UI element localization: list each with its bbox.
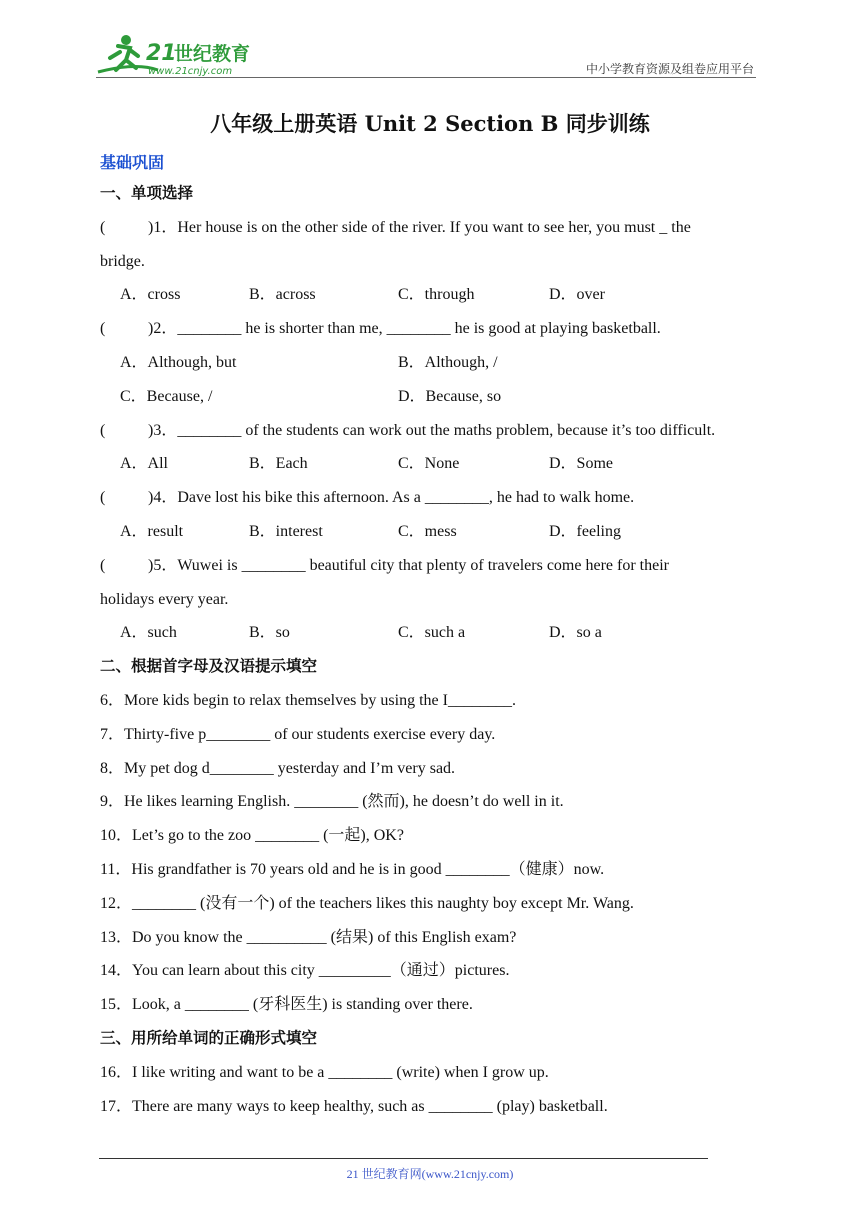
question-5 bbox=[100, 549, 765, 583]
question-2-options-row2 bbox=[100, 380, 765, 414]
question-1-options bbox=[100, 278, 765, 312]
option-c: C．None bbox=[398, 455, 460, 473]
question-3-options bbox=[100, 447, 765, 481]
question-1-continued: bridge. bbox=[100, 252, 145, 270]
header-divider bbox=[96, 77, 756, 78]
site-logo bbox=[96, 32, 260, 78]
answer-paren: ( bbox=[100, 489, 106, 507]
svg-text:www.21cnjy.com: www.21cnjy.com bbox=[148, 66, 233, 77]
fill-question-11: 11．His grandfather is 70 years old and he is in good ________（健康）now. bbox=[100, 860, 605, 878]
option-a: A．such bbox=[120, 624, 177, 642]
question-4-options bbox=[100, 515, 765, 549]
fill-question-14: 14．You can learn about this city _________（通过）pictures. bbox=[100, 962, 510, 980]
fill-question-8: 8．My pet dog d________ yesterday and I’m very sad. bbox=[100, 759, 456, 777]
question-5-options bbox=[100, 616, 765, 650]
section-title-multiple-choice: 一、单项选择 bbox=[100, 184, 194, 202]
option-a: A．cross bbox=[120, 286, 181, 304]
form-question-16: 16．I like writing and want to be a ________ (write) when I grow up. bbox=[100, 1063, 549, 1081]
option-b: B．interest bbox=[249, 522, 323, 540]
question-5-continued: holidays every year. bbox=[100, 590, 229, 608]
option-d: D．Some bbox=[549, 455, 614, 473]
fill-question-10: 10．Let’s go to the zoo ________ (一起), OK? bbox=[100, 827, 404, 845]
platform-tagline: 中小学教育资源及组卷应用平台 bbox=[585, 62, 754, 76]
form-question-17: 17．There are many ways to keep healthy, such as ________ (play) basketball. bbox=[100, 1097, 608, 1115]
footer-divider bbox=[99, 1158, 708, 1159]
question-text: )1．Her house is on the other side of the river. If you want to see her, you must _ the bbox=[148, 218, 691, 236]
section-title-word-forms: 三、用所给单词的正确形式填空 bbox=[100, 1028, 318, 1047]
fill-question-9: 9．He likes learning English. ________ (然而), he doesn’t do well in it. bbox=[100, 793, 564, 811]
option-a: A．Although, but bbox=[120, 353, 237, 371]
question-text: )2．________ he is shorter than me, ________ he is good at playing basketball. bbox=[148, 320, 661, 338]
answer-paren: ( bbox=[100, 218, 106, 236]
svg-text:世纪教育: 世纪教育 bbox=[174, 43, 251, 65]
question-2-options-row1 bbox=[100, 346, 765, 380]
question-3 bbox=[100, 414, 765, 448]
fill-question-15: 15．Look, a ________ (牙科医生) is standing over there. bbox=[100, 996, 473, 1014]
question-list bbox=[100, 177, 765, 1123]
option-a: A．result bbox=[120, 522, 184, 540]
question-2 bbox=[100, 312, 765, 346]
svg-text:21: 21 bbox=[146, 41, 177, 66]
question-text: )3．________ of the students can work out the maths problem, because it’s too difficult. bbox=[148, 421, 716, 439]
option-d: D．so a bbox=[549, 624, 602, 642]
fill-question-7: 7．Thirty-five p________ of our students exercise every day. bbox=[100, 725, 496, 743]
fill-question-6: 6．More kids begin to relax themselves by using the I________. bbox=[100, 691, 516, 709]
option-c: C．such a bbox=[398, 624, 466, 642]
section-title-fill-in: 二、根据首字母及汉语提示填空 bbox=[100, 657, 318, 676]
answer-paren: ( bbox=[100, 556, 106, 574]
question-text: )5．Wuwei is ________ beautiful city that plenty of travelers come here for their bbox=[148, 556, 669, 574]
option-d: D．over bbox=[549, 286, 605, 304]
question-1 bbox=[100, 211, 765, 245]
question-text: )4．Dave lost his bike this afternoon. As a ________, he had to walk home. bbox=[148, 489, 635, 507]
fill-question-12: 12．________ (没有一个) of the teachers likes this naughty boy except Mr. Wang. bbox=[100, 894, 634, 912]
page-title: 八年级上册英语 Unit 2 Section B 同步训练 bbox=[210, 111, 650, 136]
answer-paren: ( bbox=[100, 421, 106, 439]
fill-question-13: 13．Do you know the __________ (结果) of this English exam? bbox=[100, 928, 517, 946]
question-4 bbox=[100, 481, 765, 515]
option-c: C．through bbox=[398, 286, 475, 304]
option-d: D．Because, so bbox=[398, 387, 502, 405]
option-b: B．Although, / bbox=[398, 353, 498, 371]
option-b: B．across bbox=[249, 286, 316, 304]
option-b: B．so bbox=[249, 624, 290, 642]
answer-paren: ( bbox=[100, 320, 106, 338]
option-a: A．All bbox=[120, 455, 169, 473]
section-heading-basic: 基础巩固 bbox=[100, 153, 165, 172]
option-d: D．feeling bbox=[549, 522, 621, 540]
option-b: B．Each bbox=[249, 455, 308, 473]
option-c: C．Because, / bbox=[120, 387, 213, 405]
footer-source: 21 世纪教育网(www.21cnjy.com) bbox=[346, 1167, 514, 1181]
option-c: C．mess bbox=[398, 522, 457, 540]
